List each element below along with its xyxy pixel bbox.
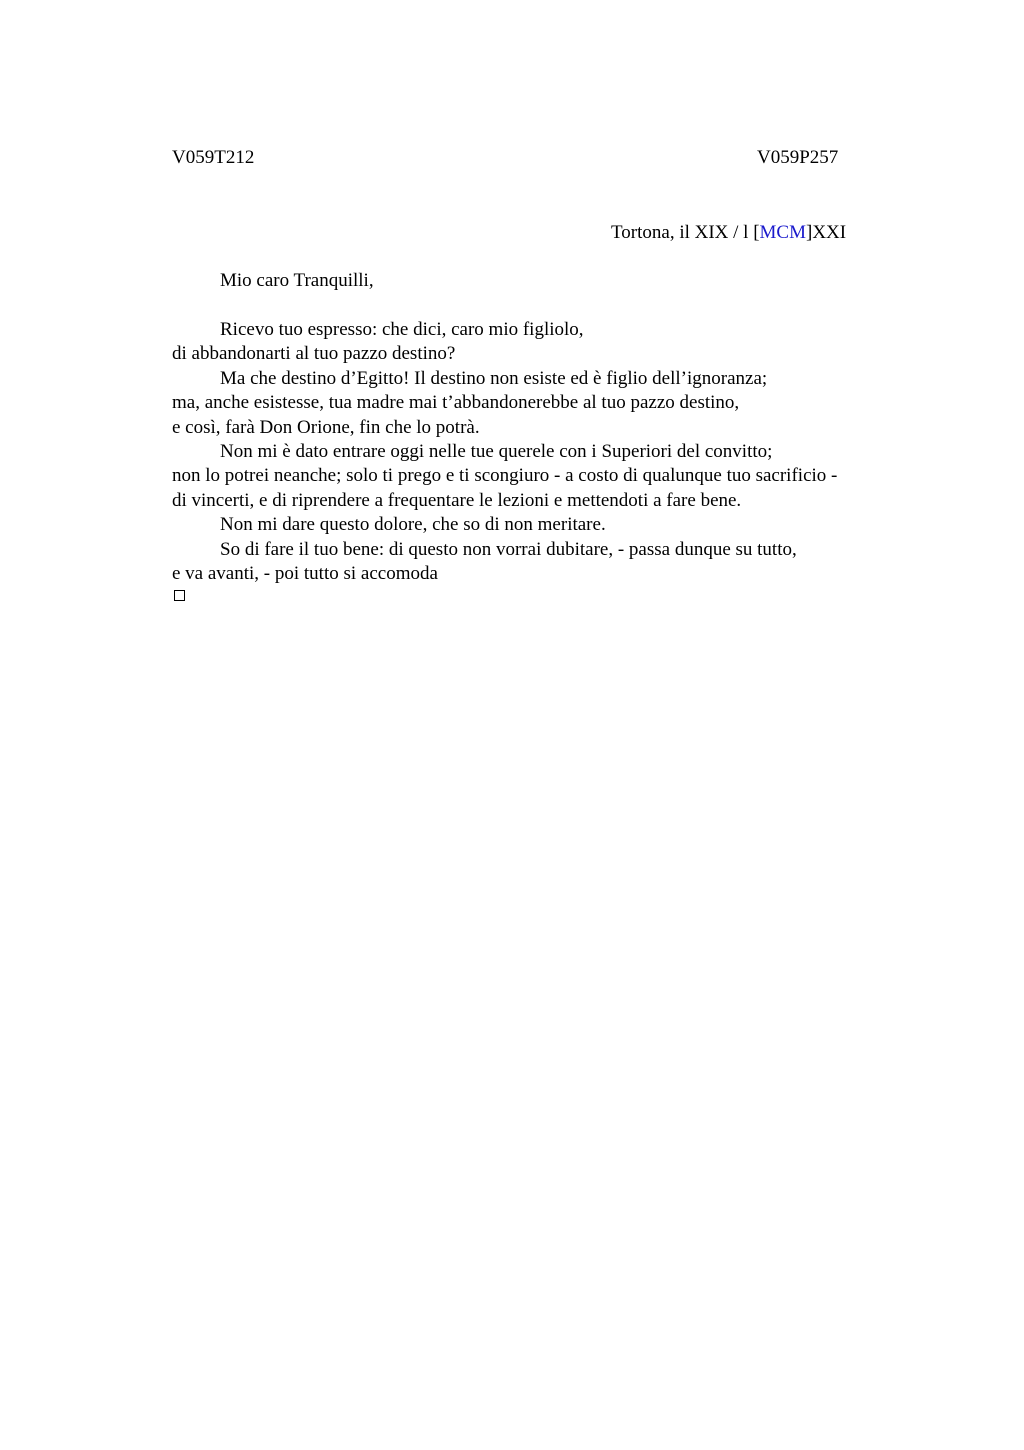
dateline-editorial-insert: MCM	[759, 222, 806, 243]
document-code-left: V059T212	[172, 147, 255, 168]
body-line: e così, farà Don Orione, fin che lo potrà.	[172, 416, 480, 438]
body-line: ma, anche esistesse, tua madre mai t’abbandonerebbe al tuo pazzo destino,	[172, 392, 740, 414]
salutation: Mio caro Tranquilli,	[220, 270, 374, 291]
document-code-right: V059P257	[757, 147, 839, 168]
body-line: Ricevo tuo espresso: che dici, caro mio figliolo,	[220, 319, 584, 340]
body-line: Ma che destino d’Egitto! Il destino non esiste ed è figlio dell’ignoranza;	[220, 367, 768, 389]
body-line: di abbandonarti al tuo pazzo destino?	[172, 343, 456, 365]
body-line: Non mi è dato entrare oggi nelle tue querele con i Superiori del convitto;	[220, 440, 773, 462]
letter-body	[172, 318, 952, 586]
body-line: non lo potrei neanche; solo ti prego e ti scongiuro - a costo di qualunque tuo sacrificio -	[172, 465, 838, 487]
body-line: di vincerti, e di riprendere a frequentare le lezioni e mettendoti a fare bene.	[172, 489, 742, 511]
dateline-suffix: ]XXI	[806, 222, 847, 243]
body-line: Non mi dare questo dolore, che so di non meritare.	[220, 514, 606, 536]
dateline	[611, 221, 846, 245]
dateline-prefix: Tortona, il XIX / l [	[611, 222, 760, 243]
body-line: So di fare il tuo bene: di questo non vorrai dubitare, - passa dunque su tutto,	[220, 538, 797, 560]
body-line: e va avanti, - poi tutto si accomoda	[172, 562, 438, 584]
end-of-text-box-icon	[174, 590, 185, 601]
